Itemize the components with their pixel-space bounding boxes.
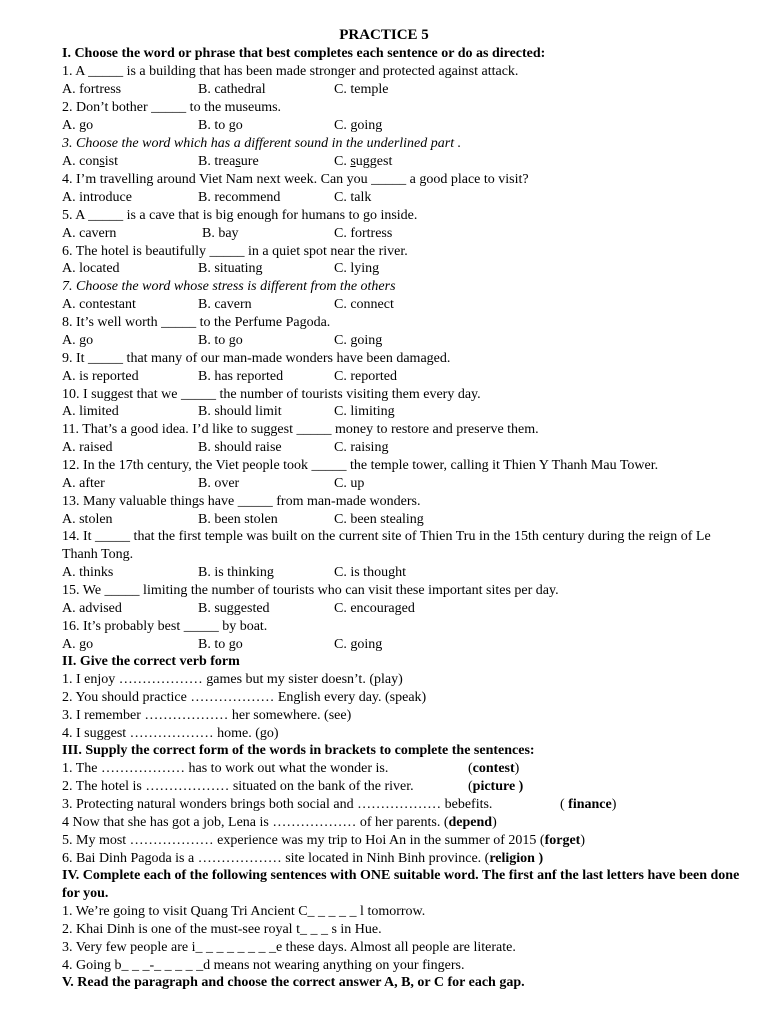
q9-option-b: B. has reported	[198, 369, 284, 384]
hint-close: )	[492, 815, 497, 830]
question-11: 11. That’s a good idea. I’d like to suggest _____ money to restore and preserve them.	[62, 422, 539, 437]
q14-option-c: C. is thought	[334, 565, 406, 580]
q6-option-c: C. lying	[334, 261, 380, 276]
question-7-instruction: 7. Choose the word whose stress is different from the others	[62, 279, 396, 294]
section-4-heading: IV. Complete each of the following sentences with ONE suitable word. The first anf the last letters have been done for you.	[62, 868, 740, 901]
q3-option-b-pre: B. trea	[198, 154, 236, 169]
q12-option-b: B. over	[198, 476, 240, 491]
q3-option-c-post: uggest	[355, 154, 393, 169]
completion-item-2: 2. Khai Dinh is one of the must-see royal t_ _ _ s in Hue.	[62, 922, 382, 937]
q3-option-a-underlined: s	[99, 154, 105, 169]
q9-option-c: C. reported	[334, 369, 397, 384]
word-form-item-5	[62, 832, 585, 850]
q3-option-a-pre: A. con	[62, 154, 100, 169]
q3-option-c-pre: C.	[334, 154, 351, 169]
q12-option-a: A. after	[62, 476, 105, 491]
word-form-item-3: 3. Protecting natural wonders brings both social and ……………… bebefits.	[62, 797, 493, 812]
q13-option-a: A. stolen	[62, 512, 113, 527]
q13-option-c: C. been stealing	[334, 512, 424, 527]
question-10: 10. I suggest that we _____ the number of tourists visiting them every day.	[62, 387, 481, 402]
q1-option-b: B. cathedral	[198, 82, 266, 97]
q2-option-c: C. going	[334, 118, 383, 133]
q8-option-b: B. to go	[198, 333, 243, 348]
section-1-heading: I. Choose the word or phrase that best completes each sentence or do as directed:	[62, 46, 546, 61]
q3-option-c-underlined: s	[350, 154, 356, 169]
q5-option-a: A. cavern	[62, 226, 117, 241]
q3-option-a-post: ist	[104, 154, 119, 169]
q3-option-c	[334, 153, 392, 171]
hint-open: (	[468, 761, 473, 776]
question-1: 1. A _____ is a building that has been made stronger and protected against attack.	[62, 64, 519, 79]
verb-item-2: 2. You should practice ……………… English every day. (speak)	[62, 690, 427, 705]
hint-word: picture )	[472, 779, 524, 794]
q7-option-a: A. contestant	[62, 297, 136, 312]
hint-close: )	[611, 797, 617, 812]
hint-close: )	[580, 833, 585, 848]
q16-option-b: B. to go	[198, 637, 243, 652]
word-form-item-3-hint	[560, 796, 616, 814]
q10-option-a: A. limited	[62, 404, 119, 419]
word-form-item-2: 2. The hotel is ……………… situated on the bank of the river.	[62, 779, 414, 794]
word-form-item-4	[62, 814, 497, 832]
verb-item-4: 4. I suggest ……………… home. (go)	[62, 726, 279, 741]
q16-option-c: C. going	[334, 637, 383, 652]
item-text: 4 Now that she has got a job, Lena is ……………… of her parents. (	[62, 815, 449, 830]
hint-close: )	[514, 761, 520, 776]
word-form-item-2-hint	[468, 778, 523, 796]
q11-option-b: B. should raise	[198, 440, 282, 455]
word-form-item-1: 1. The ……………… has to work out what the wonder is.	[62, 761, 389, 776]
page-title: PRACTICE 5	[339, 27, 429, 43]
question-3-instruction: 3. Choose the word which has a different sound in the underlined part .	[62, 136, 462, 151]
verb-item-1: 1. I enjoy ……………… games but my sister doesn’t. (play)	[62, 672, 403, 687]
q10-option-c: C. limiting	[334, 404, 395, 419]
hint-open: (	[560, 797, 569, 812]
q9-option-a: A. is reported	[62, 369, 139, 384]
item-text: 6. Bai Dinh Pagoda is a ……………… site located in Ninh Binh province. (	[62, 851, 490, 866]
q12-option-c: C. up	[334, 476, 365, 491]
q4-option-b: B. recommend	[198, 190, 281, 205]
q7-option-c: C. connect	[334, 297, 394, 312]
q13-option-b: B. been stolen	[198, 512, 278, 527]
q5-option-b: B. bay	[202, 226, 239, 241]
section-5-heading: V. Read the paragraph and choose the correct answer A, B, or C for each gap.	[62, 975, 525, 990]
question-14: 14. It _____ that the first temple was built on the current site of Thien Tru in the 15th century during the reign of Le Thanh Tong.	[62, 529, 711, 562]
q6-option-a: A. located	[62, 261, 120, 276]
question-5: 5. A _____ is a cave that is big enough for humans to go inside.	[62, 208, 418, 223]
question-6: 6. The hotel is beautifully _____ in a quiet spot near the river.	[62, 244, 408, 259]
q15-option-b: B. suggested	[198, 601, 270, 616]
question-8: 8. It’s well worth _____ to the Perfume Pagoda.	[62, 315, 331, 330]
word-form-item-6	[62, 850, 543, 868]
q3-option-b-post: ure	[240, 154, 259, 169]
q10-option-b: B. should limit	[198, 404, 282, 419]
q14-option-b: B. is thinking	[198, 565, 274, 580]
q5-option-c: C. fortress	[334, 226, 393, 241]
q3-option-a	[62, 153, 118, 171]
q1-option-c: C. temple	[334, 82, 389, 97]
hint-word: forget	[544, 833, 581, 848]
q3-option-b-underlined: s	[235, 154, 241, 169]
hint-word: finance	[568, 797, 612, 812]
q6-option-b: B. situating	[198, 261, 263, 276]
q8-option-c: C. going	[334, 333, 383, 348]
hint-word: depend	[448, 815, 493, 830]
item-text: 5. My most ……………… experience was my trip to Hoi An in the summer of 2015 (	[62, 833, 545, 848]
section-3-heading: III. Supply the correct form of the words in brackets to complete the sentences:	[62, 743, 535, 758]
hint-open: (	[468, 779, 473, 794]
verb-item-3: 3. I remember ……………… her somewhere. (see)	[62, 708, 352, 723]
q15-option-a: A. advised	[62, 601, 122, 616]
question-9: 9. It _____ that many of our man-made wonders have been damaged.	[62, 351, 451, 366]
hint-word: contest	[472, 761, 515, 776]
question-4: 4. I’m travelling around Viet Nam next week. Can you _____ a good place to visit?	[62, 172, 529, 187]
completion-item-1: 1. We’re going to visit Quang Tri Ancient C_ _ _ _ _ l tomorrow.	[62, 904, 426, 919]
question-13: 13. Many valuable things have _____ from man-made wonders.	[62, 494, 421, 509]
q11-option-a: A. raised	[62, 440, 113, 455]
section-2-heading: II. Give the correct verb form	[62, 654, 240, 669]
q15-option-c: C. encouraged	[334, 601, 415, 616]
q2-option-b: B. to go	[198, 118, 243, 133]
question-15: 15. We _____ limiting the number of tourists who can visit these important sites per day.	[62, 583, 559, 598]
q1-option-a: A. fortress	[62, 82, 122, 97]
word-form-item-1-hint	[468, 760, 519, 778]
q7-option-b: B. cavern	[198, 297, 252, 312]
question-16: 16. It’s probably best _____ by boat.	[62, 619, 268, 634]
q11-option-c: C. raising	[334, 440, 389, 455]
q2-option-a: A. go	[62, 118, 94, 133]
question-2: 2. Don’t bother _____ to the museums.	[62, 100, 282, 115]
q4-option-a: A. introduce	[62, 190, 132, 205]
q8-option-a: A. go	[62, 333, 94, 348]
completion-item-4: 4. Going b_ _ _-_ _ _ _ _d means not wearing anything on your fingers.	[62, 958, 465, 973]
completion-item-3: 3. Very few people are i_ _ _ _ _ _ _ _e these days. Almost all people are literate.	[62, 940, 516, 955]
q4-option-c: C. talk	[334, 190, 372, 205]
question-12: 12. In the 17th century, the Viet people took _____ the temple tower, calling it Thien Y Thanh Mau Tower.	[62, 458, 659, 473]
q14-option-a: A. thinks	[62, 565, 114, 580]
hint-word: religion )	[489, 851, 544, 866]
q3-option-b	[198, 153, 259, 171]
q16-option-a: A. go	[62, 637, 94, 652]
